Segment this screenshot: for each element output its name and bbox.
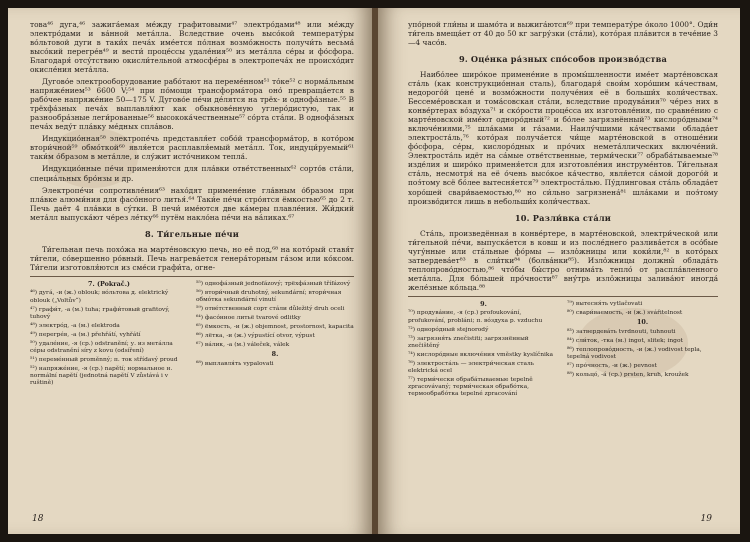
footnote: ⁶⁴) фасо́нное литьё tvarové odlitky [196,315,301,322]
footnote: ⁸⁰) свари́ваемость, -и (ж.) svářitelnost [567,309,683,316]
footnote-column [30,281,188,390]
footnote: ⁸⁸) кольцо́, -а́ (ср.) prsten, kruh, kroužek [567,372,689,379]
footnote: ⁶⁸) выплавля́ть vypalovati [196,361,274,368]
footnote: ⁷⁴) кислоро́дные включе́ния vměstky kyslíčnika [408,351,554,358]
footnote-heading: 9. [480,299,487,308]
footnote: ⁷⁷) терми́чески обраба́тываемые tepelně zpracovávaný; терми́ческая обрабо́тка, термообрабо́тка tepelné zpracování [408,377,533,398]
footnote: ⁴⁹) перегре́в, -а (м.) přehřátí, vyhřátí [30,331,141,338]
footnote-column [196,281,354,390]
footnote: ⁷²) одноро́дный stejnorodý [408,326,489,333]
footnote: ⁴⁸) электро́д, -а (м.) elektroda [30,322,120,329]
left-page [8,8,372,534]
footnote: ⁷⁰) продува́ние, -я (ср.) profoukování, profukování, probláni; п. во́здуха p. vzduchu [408,310,543,324]
footnote: ⁸⁷) про́чность, -и (ж.) pevnost [567,362,657,369]
footnote: ⁷³) загрязня́ть znečistiti; загрязнённый znečištěný [408,335,529,349]
page-number: 19 [700,514,712,524]
right-page [378,8,740,534]
section-heading: 8. Ти́гельные пе́чи [144,228,240,239]
paragraph: Ти́гельная печь похо́жа на марте́новскую печь, но её под,⁶⁸ на кото́рый ставя́т ти́гели, со́вершенно ро́вный. Печь нагрева́ется генера́торным га́зом или ко́ксом. Ти́гели изготовля́ются из сме́си графи́та, огне- [30,244,354,272]
footnote: ⁴⁶) дуга́, -и (ж.) oblouk; во́льтова д. elektrický oblouk („Voltův“) [30,290,169,304]
footnote: ⁷⁹) вытесня́ть vytlačovati [567,300,643,307]
paragraph: упо́рной гли́ны и шамо́та и выжига́ются⁶⁹ при температу́ре о́коло 1000°. Оди́н ти́гель вмеща́ет от 40 до 50 кг загру́зки (ста́ли), кото́рая пла́вится в тече́ние 3—4 часо́в. [408,20,718,48]
footnote: ⁵⁵) однофа́зный jednofázový; трёхфа́зный třífázový [196,280,351,287]
paragraph: Ста́ль, произведённая в конве́ртере, в марте́новской, электри́ческой или ти́гельной пе́чи, выпуска́ется в ковш и из после́днего разлива́ется в осо́бые чугу́нные или ста́льные фо́рмы — излo̓жницы или коки́ли,⁸² в кото́рых затвердева́ет⁸³ в сли́тки⁸⁴ (болва́нки⁸⁵). Излo̓жницы должны́ облада́ть теплопрово́дностью,⁸⁶ что́бы бы́стро отнима́ть тепло́ от распла́вленного мета́лла. Для бо́льшей про́чности⁸⁷ вну́трь излo̓жницы залива́ют иногда́ желе́зные ко́льца.⁸⁸ [408,228,718,292]
footnote: ⁸⁴) сли́ток, -тка (м.) ingot, slitek; ingot [567,337,683,344]
paragraph: Индукцио́нные пе́чи применя́ются для пла́вки отве́тственных⁶² сорто́в ста́ли, специа́льных бро́нзы и др. [30,164,354,183]
right-text-column [408,20,718,400]
paragraph: Наибо́лее широ́кое примене́ние в промы́шленности име́ет марте́новская ста́ль (как конструкцио́нная сталь), благодаря́ свои́м хоро́шим ка́чествам, недорого́й цене́ и возмо́жности получе́ния её в больши́х коли́чествах. Бессеме́ровская и тома́совская ста́ли, вследствие продува́ния⁷⁰ че́рез них в конве́ртерах во́здуха⁷¹ и ско́рости проце́сса их изготовле́ния, по сравне́нию с марте́новской име́ют одноро́дный⁷² и бо́лее загрязнённый⁷³ кислоро́дными⁷⁴ включе́ниями,⁷⁵ шла́ками и га́зами. Наилу́чшими ка́чествами облада́ет электроста́ль,⁷⁶ кото́рая получа́ется чи́ще марте́новской в отноше́нии фо́сфора, се́ры, кислоро́дных и про́чих немета́ллических включе́ний. Электроста́ль идёт на са́мые отве́тственные, терми́чески⁷⁷ обраба́тываемые⁷⁸ изде́лия и широ́ко применя́ется для изготовле́ния инструме́нтов. Ти́гельная ста́ль, несмотря́ на её о́чень высо́кое ка́чество, явля́ется са́мой дорого́й и поэ́тому всё бо́лее вытесня́ется⁷⁹ электроста́лью. Пу́длинговая ста́ль облада́ет хоро́шей свари́ваемостью,⁸⁰ но си́льно загрязнена́⁸¹ шла́ками и поэ́тому произво́дится лишь в небольши́х коли́чествах. [408,70,718,206]
footnote: ⁵⁹) отве́тственный сорт ста́ли důležitý druh oceli [196,305,345,312]
section-heading: 10. Разли́вка ста́ли [514,212,612,223]
section-heading: 9. Оце́нка ра́зных спо́собов произво́дства [458,54,668,65]
footnote: ⁵²) напряже́ние, -я (ср.) napětí; нормальное н. normální napětí (jednotná napětí V zůstává i v ruštině) [30,366,173,387]
footnote: ⁶⁷) ва́лик, -а (м.) váleček, válek [196,342,290,349]
footnote-heading: 7. (Pokrač.) [88,279,130,288]
footnote-column [567,301,718,401]
footnote: ⁷⁶) электроста́ль — электри́ческая сталь elektrická ocel [408,360,534,375]
paragraph: Дугово́е электрооборудование рабо́тают на переме́нном⁵¹ то́ке⁵² с норма́льным напряже́нием⁵³ 6600 V;⁵⁴ при по́мощи трансформа́тора оно́ превраща́ется в рабо́чее напряже́ние 50—175 V. Дугово́е пе́чи де́лятся на трёх- и однофа́зные.⁵⁵ В трёхфа́зных печа́х выплавля́ют как обыкнове́нную углеро́дистую, так и разнообра́зные леги́рованные⁵⁶ высокока́чественные⁵⁷ со́рта ста́ли. В однофа́зных печа́х веду́т пла́вку ме́дных спла́вов. [30,77,354,132]
footnotes [408,296,718,401]
footnote-heading: 8. [271,350,279,359]
paragraph: Электропе́чи сопротивле́ния⁶³ нахо́дят примене́ние гла́вным о́бразом при пла́вке алюми́ния для фасо́нного литья́.⁶⁴ Таки́е пе́чи стро́ятся ёмкостью⁶⁵ до 2 т. Печь даёт 4 пла́вки в су́тки. В печи́ име́ются две ка́меры плавле́ния. Жи́дкий мета́лл выпуска́ют че́рез ле́тку⁶⁶ путём накло́на пе́чи на ва́ликах.⁶⁷ [30,185,354,222]
footnote: ⁸⁶) теплопрово́дность, -и (ж.) vodivost tepla, tepelná vodivost [567,346,702,360]
page-number: 18 [32,514,44,524]
footnote-column [408,301,559,401]
paragraph: Индукцио́нная⁵⁸ электропе́чь представля́ет собо́й трансформа́тор, в кото́ром втори́чной⁵⁹ обмо́ткой⁶⁰ явля́ется расплавля́емый мета́лл. Ток, индуци́руемый⁶¹ таки́м о́бразом в мета́лле, и слу́жит исто́чником тепла́. [30,134,354,162]
footnote-heading: 10. [636,317,649,326]
footnotes [30,276,354,390]
footnote: ⁵⁶) втори́чный druhotný, sekundární; втори́чная обмо́тка sekundární vinutí [196,289,342,303]
footnote: ⁶⁵) ёмкость, -и (ж.) objemnost, prostornost, kapacita [196,324,354,331]
footnote: ⁸³) затвердева́ть tvrdnouti, tuhnouti [567,328,676,335]
left-text-column [30,20,354,389]
footnote: ⁶⁶) лётка, -и (ж.) výpustící otvor, výpust [196,333,315,340]
footnote: ⁴⁷) графи́т, -а (м.) tuha; графи́товый grafitový, tuhový [30,306,170,320]
paragraph: това⁴⁶ дуга,⁴⁶ зажига́емая ме́жду графитовыми⁴⁷ электро́дами⁴⁸ или ме́жду электро́дами и ва́нной мета́лла. Вследствие очень высо́кой температу́ры во́льтовой дуги в таки́х печа́х име́ется по́лная возмо́жность получи́ть весьма́ высо́кий перегре́в⁴⁹ и вести́ проце́ссы удале́ния⁵⁰ из мета́лла се́ры и фо́сфора. Благодаря́ отсу́тствию окисли́тельной атмосфе́ры в электропеча́х не происхо́дит окисле́ния мета́лла. [30,20,354,75]
footnote: ⁵⁰) удале́ние, -я (ср.) odstranění; у. из мета́лла се́ры odstranění síry z kovu (odsíření) [30,340,173,354]
footnote: ⁵¹) переме́нный proměnný; п. ток střídavý proud [30,357,178,364]
